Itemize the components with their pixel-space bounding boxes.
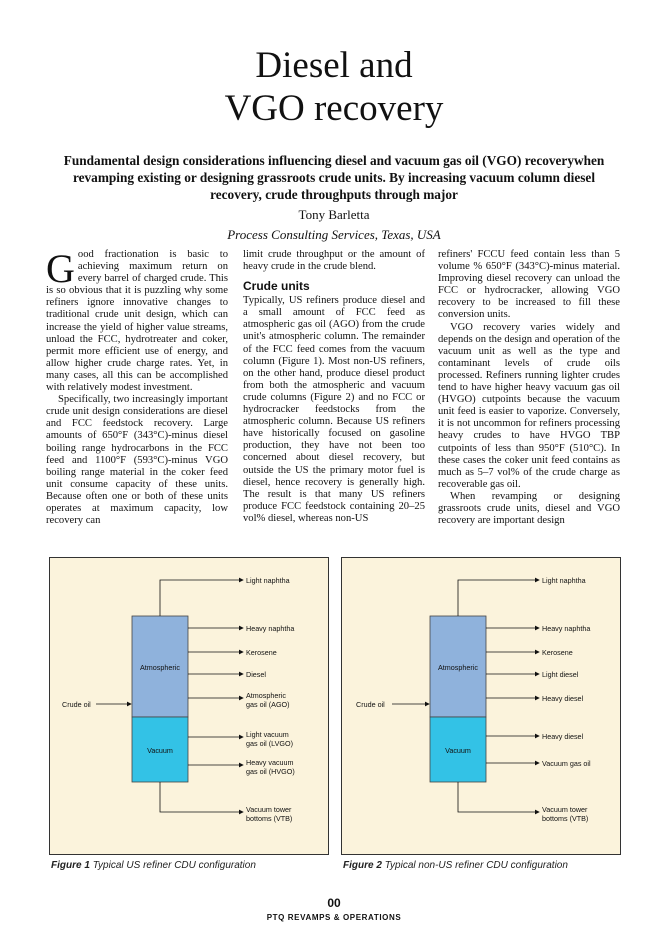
drop-cap: G <box>46 249 75 291</box>
column1-paragraph-1 <box>46 249 228 394</box>
vacuum-label: Vacuum <box>147 746 173 755</box>
figure-1-caption-label: Figure 1 <box>51 860 90 871</box>
atmospheric-label: Atmospheric <box>140 663 180 672</box>
stream-light-naphtha: Light naphtha <box>246 576 290 585</box>
stream-ago-line1: Atmospheric <box>246 691 286 700</box>
author-affiliation: Process Consulting Services, Texas, USA <box>227 227 441 242</box>
figure-2-caption <box>343 860 568 871</box>
column3-paragraph-2: VGO recovery varies widely and depends on the design and operation of the vacuum unit as well as the type and contaminant levels of crude oils processed. Refiners running lighter crudes tend to have higher heavy vacuum gas oil (HVGO) cutpoints because the vacuum unit feed is easier to vaporize. Conversely, it is not uncommon for refiners processing heavy crudes to have HVGO TBP cutpoints of less than 950°F (510°C). In these cases the coker unit feed contains as much as 5–7 vol% of the crude charge as recoverable gas oil. <box>438 321 620 490</box>
stream-kerosene: Kerosene <box>542 648 573 657</box>
stream-hvgo-line1: Heavy vacuum <box>246 758 294 767</box>
article-standfirst: Fundamental design considerations influencing diesel and vacuum gas oil (VGO) recoverywhen revamping existing or designing grassroots crude units. By increasing vacuum column diesel recovery, crude throughputs through major <box>63 153 605 202</box>
figure-1-diagram <box>49 557 329 855</box>
stream-heavy-naphtha: Heavy naphtha <box>542 624 591 633</box>
column1-paragraph-2: Specifically, two increasingly important crude unit design considerations are diesel and FCC feedstock recovery. Large amounts of 650°F (343°C)-minus diesel boiling range hydrocarbons in the FCC feed and 1100°F (593°C)-minus VGO boiling range material in the coker feed unit consume capacity of these units. Because often one or both of these units operates at maximum capacity, low recovery can <box>46 394 228 527</box>
stream-ago-line2: gas oil (AGO) <box>246 700 290 709</box>
page-number: 00 <box>327 896 341 910</box>
figure-2-caption-text: Typical non-US refiner CDU configuration <box>384 860 568 871</box>
stream-heavy-diesel-vac: Heavy diesel <box>542 732 584 741</box>
light-naphtha-arrow <box>458 580 539 616</box>
author-name: Tony Barletta <box>298 207 370 222</box>
crude-oil-label: Crude oil <box>356 700 385 709</box>
column3-paragraph-1: refiners' FCCU feed contain less than 5 volume % 650°F (343°C)-minus material. Improving diesel recovery can unload the FCC or hydrocracker, allowing VGO recovery to be increased to fill these conversion units. <box>438 249 620 321</box>
figure-1-caption <box>51 860 256 871</box>
column2-paragraph-2: Typically, US refiners produce diesel and a small amount of FCC feed as atmospheric gas oil (AGO) from the crude unit's atmospheric column. The remainder of the FCC feed comes from the vacuum column (Figure 1). Most non-US refiners, on the other hand, produce diesel product from both the atmospheric and vacuum crude columns (Figure 2) and no FCC or hydrocracker feedstocks from the atmospheric column. Because US refiners have historically focused on gasoline production, they have not been too concerned about diesel recovery, but outside the US the primary motor fuel is diesel, hence recovery is generally high. The result is that many US refiners produce FCC feedstock containing 20–25 vol% diesel, whereas non-US <box>243 295 425 524</box>
vtb-arrow <box>458 782 539 812</box>
column3-paragraph-3: When revamping or designing grassroots crude units, diesel and VGO recovery are important design <box>438 490 620 527</box>
figure-2-caption-label: Figure 2 <box>343 860 382 871</box>
vacuum-label: Vacuum <box>445 746 471 755</box>
title-line-2: VGO recovery <box>224 88 444 129</box>
column2-paragraph-1: limit crude throughput or the amount of heavy crude in the crude blend. <box>243 249 425 273</box>
stream-heavy-diesel-atm: Heavy diesel <box>542 694 584 703</box>
stream-vtb-line2: bottoms (VTB) <box>246 814 293 823</box>
stream-hvgo-line2: gas oil (HVGO) <box>246 767 295 776</box>
title-line-1: Diesel and <box>255 45 413 86</box>
body-column-2 <box>243 249 425 539</box>
stream-vacuum-gas-oil: Vacuum gas oil <box>542 759 591 768</box>
body-column-3 <box>438 249 620 539</box>
stream-diesel: Diesel <box>246 670 266 679</box>
stream-vtb-line1: Vacuum tower <box>542 805 588 814</box>
body-column-1 <box>46 249 228 539</box>
figure-2-svg <box>342 558 620 854</box>
publication-footer: PTQ REVAMPS & OPERATIONS <box>266 913 402 922</box>
column1-paragraph-1-text: ood fractionation is basic to achieving maximum return on every barrel of charged crude. This is so obvious that it is puzzling why some refiners ignore innovative changes to traditional crude unit design, which can increase the yield of higher value streams, unload the FCC, hydrotreater and coker, permit more efficient use of energy, and allow higher crude charge rates. Yet, in many cases, all this can be accomplished with relatively modest investment. <box>46 249 228 394</box>
stream-vtb-line2: bottoms (VTB) <box>542 814 589 823</box>
vtb-arrow <box>160 782 243 812</box>
stream-heavy-naphtha: Heavy naphtha <box>246 624 295 633</box>
figure-2-diagram <box>341 557 621 855</box>
stream-light-naphtha: Light naphtha <box>542 576 586 585</box>
crude-oil-label: Crude oil <box>62 700 91 709</box>
figure-1-svg <box>50 558 328 854</box>
stream-lvgo-line2: gas oil (LVGO) <box>246 739 293 748</box>
section-heading-crude-units: Crude units <box>243 279 310 294</box>
stream-light-diesel: Light diesel <box>542 670 579 679</box>
stream-lvgo-line1: Light vacuum <box>246 730 289 739</box>
stream-kerosene: Kerosene <box>246 648 277 657</box>
atmospheric-label: Atmospheric <box>438 663 478 672</box>
figure-1-caption-text: Typical US refiner CDU configuration <box>92 860 256 871</box>
stream-vtb-line1: Vacuum tower <box>246 805 292 814</box>
light-naphtha-arrow <box>160 580 243 616</box>
article-title <box>0 44 668 130</box>
